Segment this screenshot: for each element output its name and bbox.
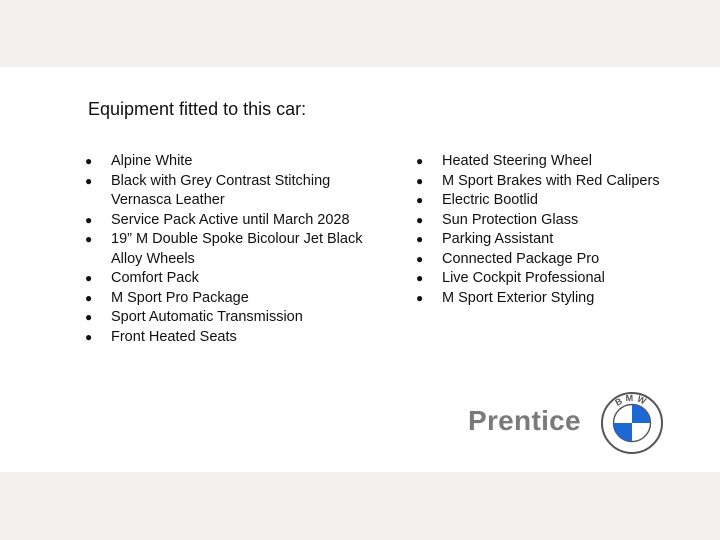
equipment-item-text: M Sport Exterior Styling <box>442 289 595 306</box>
equipment-item-text: Alloy Wheels <box>111 250 195 267</box>
equipment-item-text: M Sport Pro Package <box>111 289 249 306</box>
equipment-item <box>416 211 696 231</box>
equipment-item-text: Black with Grey Contrast Stitching <box>111 172 331 189</box>
equipment-item-text: 19” M Double Spoke Bicolour Jet Black <box>111 231 363 247</box>
equipment-list-right <box>416 152 696 308</box>
bullet-icon: ● <box>85 329 93 344</box>
bullet-icon: ● <box>416 193 424 207</box>
equipment-item <box>85 308 375 328</box>
equipment-item-text: Service Pack Active until March 2028 <box>111 211 350 228</box>
equipment-item-text: Electric Bootlid <box>442 192 538 208</box>
logo-lettering: BMW <box>613 392 651 408</box>
bullet-icon: ● <box>416 271 424 285</box>
equipment-item <box>416 230 696 250</box>
bmw-logo-icon <box>600 391 664 455</box>
equipment-item <box>85 230 375 269</box>
bottom-band <box>0 472 720 540</box>
bullet-icon: ● <box>85 154 93 168</box>
bullet-icon: ● <box>416 154 424 168</box>
equipment-item <box>416 152 696 172</box>
equipment-item-text: Parking Assistant <box>442 231 554 247</box>
equipment-item <box>416 289 696 309</box>
equipment-item-text: Front Heated Seats <box>111 328 237 345</box>
equipment-item-text: Sport Automatic Transmission <box>111 309 303 325</box>
equipment-item <box>85 328 375 348</box>
equipment-item <box>85 211 375 231</box>
bullet-icon: ● <box>85 212 93 227</box>
equipment-item-text: Connected Package Pro <box>442 250 600 267</box>
equipment-item <box>416 250 696 270</box>
bullet-icon: ● <box>416 212 424 227</box>
bullet-icon: ● <box>416 290 424 305</box>
bullet-icon: ● <box>416 232 424 246</box>
equipment-item-text: Heated Steering Wheel <box>442 153 592 169</box>
bullet-icon: ● <box>416 251 424 266</box>
equipment-item-text: Sun Protection Glass <box>442 211 579 228</box>
equipment-heading: Equipment fitted to this car: <box>88 99 307 119</box>
equipment-item <box>416 191 696 211</box>
bullet-icon: ● <box>85 310 93 324</box>
equipment-item-text: Alpine White <box>111 153 193 169</box>
bullet-icon: ● <box>85 271 93 285</box>
bullet-icon: ● <box>85 232 93 246</box>
bullet-icon: ● <box>416 173 424 188</box>
equipment-item <box>416 269 696 289</box>
bullet-icon: ● <box>85 173 93 188</box>
equipment-item <box>85 269 375 289</box>
equipment-item-text: Vernasca Leather <box>111 192 225 208</box>
equipment-item-text: Comfort Pack <box>111 270 199 286</box>
equipment-item <box>85 172 375 211</box>
top-band <box>0 0 720 67</box>
equipment-item-text: Live Cockpit Professional <box>442 270 605 286</box>
equipment-item <box>85 289 375 309</box>
equipment-item <box>416 172 696 192</box>
equipment-item-text: M Sport Brakes with Red Calipers <box>442 172 660 189</box>
equipment-list-left <box>85 152 375 347</box>
equipment-item <box>85 152 375 172</box>
bullet-icon: ● <box>85 290 93 305</box>
dealer-name: Prentice <box>468 405 581 436</box>
